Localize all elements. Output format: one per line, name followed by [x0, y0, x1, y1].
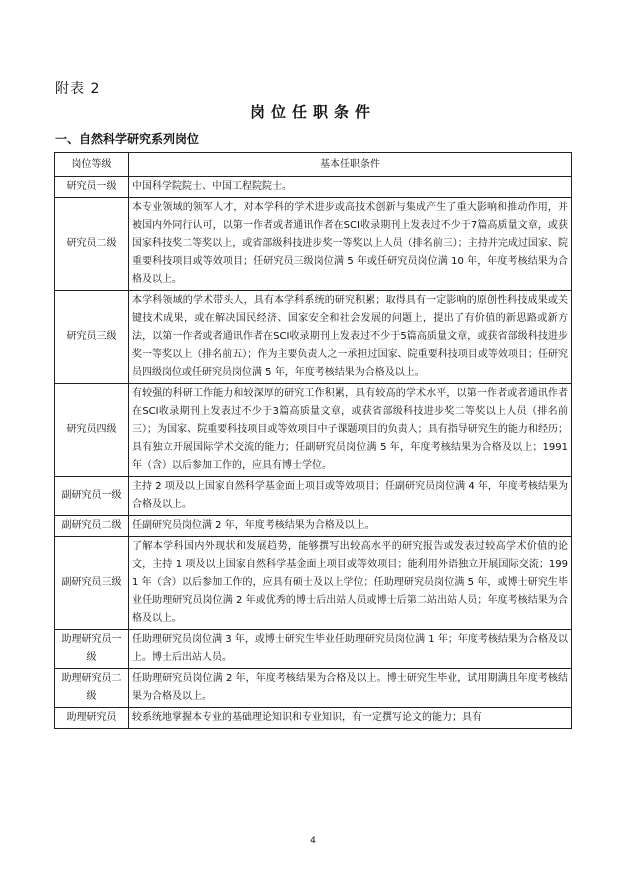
condition-cell: 主持 2 项及以上国家自然科学基金面上项目或等效项目；任副研究员岗位满 4 年，年度考核结果为合格及以上。: [129, 477, 572, 516]
condition-cell: 了解本学科国内外现状和发展趋势，能够撰写出较高水平的研究报告或发表过较高学术价值的论文，主持 1 项及以上国家自然科学基金面上项目或等效项目；能利用外语独立开展国际交流；1991 年（含）以后参加工作的，应具有硕士及以上学位；任助理研究员岗位满 5 年，或博士研究生毕业任助理研究员岗位满 2 年或优秀的博士后出站人员或博士后第二站出站人员；年度考核结果为合格及以上。: [129, 537, 572, 630]
section-heading: 一、自然科学研究系列岗位: [55, 132, 200, 146]
table-row: [55, 198, 572, 291]
table-header-row: [55, 153, 572, 177]
condition-cell: 任助理研究员岗位满 2 年，年度考核结果为合格及以上。博士研究生毕业，试用期满且年度考核结果为合格及以上。: [129, 669, 572, 708]
page-number: 4: [310, 836, 316, 846]
table-row: [55, 708, 572, 729]
table-row: [55, 516, 572, 537]
level-cell: 助理研究员: [55, 708, 129, 729]
header-condition: 基本任职条件: [129, 153, 572, 177]
condition-cell: 任副研究员岗位满 2 年，年度考核结果为合格及以上。: [129, 516, 572, 537]
level-cell: 助理研究员一级: [55, 630, 129, 669]
table-row: [55, 384, 572, 477]
table-row: [55, 669, 572, 708]
condition-cell: 任助理研究员岗位满 3 年，或博士研究生毕业任助理研究员岗位满 1 年；年度考核结果为合格及以上。博士后出站人员。: [129, 630, 572, 669]
header-level: 岗位等级: [55, 153, 129, 177]
level-cell: 研究员二级: [55, 198, 129, 291]
table-row: [55, 630, 572, 669]
condition-cell: 较系统地掌握本专业的基础理论知识和专业知识，有一定撰写论文的能力；具有: [129, 708, 572, 729]
condition-cell: 本专业领域的领军人才，对本学科的学术进步或高技术创新与集成产生了重大影响和推动作用，并被国内外同行认可，以第一作者或者通讯作者在SCI收录期刊上发表过不少于7篇高质量文章，或获国家科技奖二等奖以上，或省部级科技进步奖一等奖以上人员（排名前三）；主持并完成过国家、院重要科技项目或等效项目；任研究员三级岗位满 5 年或任研究员岗位满 10 年，年度考核结果为合格及以上。: [129, 198, 572, 291]
condition-cell: 有较强的科研工作能力和较深厚的研究工作积累，具有较高的学术水平，以第一作者或者通讯作者在SCI收录期刊上发表过不少于3篇高质量文章，或获省部级科技进步奖二等奖以上人员（排名前三）；为国家、院重要科技项目或等效项目中子课题项目的负责人；具有指导研究生的能力和经历；具有独立开展国际学术交流的能力；任副研究员岗位满 5 年，年度考核结果为合格及以上；1991 年（含）以后参加工作的，应具有博士学位。: [129, 384, 572, 477]
level-cell: 研究员三级: [55, 291, 129, 384]
page-title: 岗位任职条件: [249, 103, 376, 121]
level-cell: 副研究员三级: [55, 537, 129, 630]
requirements-table: [54, 152, 572, 729]
condition-cell: 本学科领域的学术带头人，具有本学科系统的研究积累；取得具有一定影响的原创性科技成果或关键技术成果，或在解决国民经济、国家安全和社会发展的问题上，提出了有价值的新思路或新方法，以第一作者或者通讯作者在SCI收录期刊上发表过不少于5篇高质量文章，或获省部级科技进步奖一等奖以上（排名前五）；作为主要负责人之一承担过国家、院重要科技项目或等效项目；任研究员四级岗位或任研究员岗位满 5 年，年度考核结果为合格及以上。: [129, 291, 572, 384]
level-cell: 研究员四级: [55, 384, 129, 477]
table-row: [55, 291, 572, 384]
table-row: [55, 537, 572, 630]
level-cell: 副研究员一级: [55, 477, 129, 516]
appendix-label: 附表 2: [55, 81, 101, 97]
table-row: [55, 177, 572, 198]
table-row: [55, 477, 572, 516]
condition-cell: 中国科学院院士、中国工程院院士。: [129, 177, 572, 198]
level-cell: 助理研究员二级: [55, 669, 129, 708]
level-cell: 副研究员二级: [55, 516, 129, 537]
level-cell: 研究员一级: [55, 177, 129, 198]
